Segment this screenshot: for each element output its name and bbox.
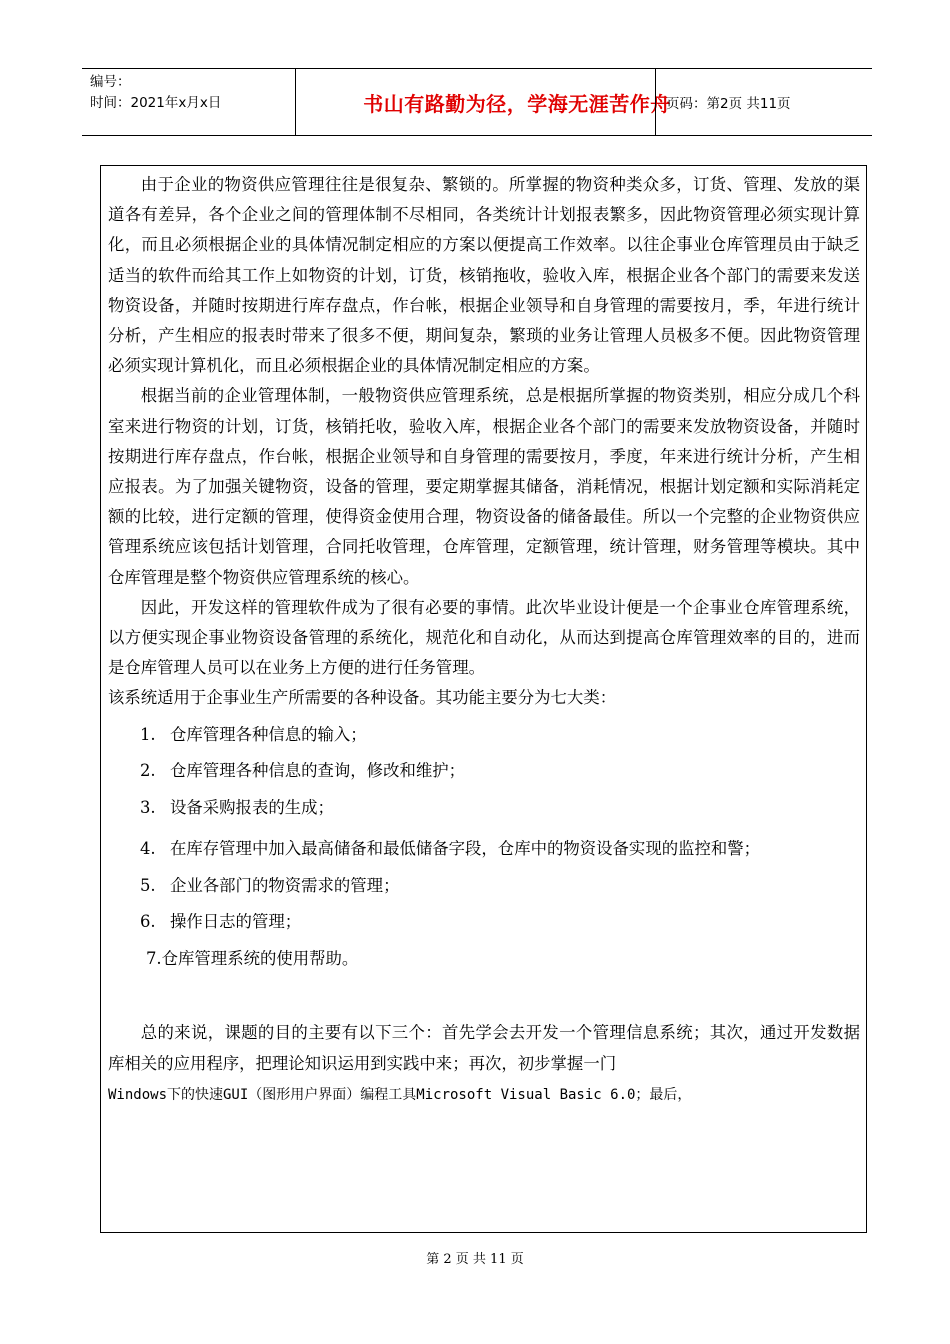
date-label: 时间：2021年x月x日 (90, 95, 222, 111)
number-label: 编号： (90, 74, 131, 90)
header-divider-right (655, 69, 656, 135)
list-item-number: 2. (140, 761, 156, 781)
page-header (82, 68, 872, 136)
header-meta (90, 72, 300, 114)
paragraph-3: 因此，开发这样的管理软件成为了很有必要的事情。此次毕业设计便是一个企事业仓库管理系统，以方便实现企事业物资设备管理的系统化，规范化和自动化，从而达到提高仓库管理效率的目的，进而是仓库管理人员可以在业务上方便的进行任务管理。 (108, 597, 860, 678)
list-item-text: 仓库管理各种信息的查询，修改和维护； (170, 761, 466, 781)
list-item (108, 756, 860, 786)
list-item-number: 3. (140, 798, 156, 818)
list-item-text: 操作日志的管理； (170, 912, 302, 932)
list-item-text: 在库存管理中加入最高储备和最低储备字段，仓库中的物资设备实现的监控和警； (170, 838, 761, 858)
list-item (108, 871, 860, 901)
paragraph-5-continued: Windows下的快速GUI（图形用户界面）编程工具Microsoft Visual Basic 6.0；最后， (108, 1086, 692, 1103)
paragraph-4: 该系统适用于企事业生产所需要的各种设备。其功能主要分为七大类： (108, 688, 617, 708)
list-item-number: 4. (140, 838, 156, 858)
page-footer: 第 2 页 共 11 页 (426, 1252, 524, 1267)
paragraph-1: 由于企业的物资供应管理往往是很复杂、繁锁的。所掌握的物资种类众多，订货、管理、发放的渠道各有差异，各个企业之间的管理体制不尽相同，各类统计计划报表繁多，因此物资管理必须实现计算化，而且必须根据企业的具体情况制定相应的方案以便提高工作效率。以往企事业仓库管理员由于缺乏适当的软件而给其工作上如物资的计划，订货，核销拖收，验收入库，根据企业各个部门的需要来发送物资设备，并随时按期进行库存盘点，作台帐，根据企业领导和自身管理的需要按月，季，年进行统计分析，产生相应的报表时带来了很多不便，期间复杂，繁琐的业务让管理人员极多不便。因此物资管理必须实现计算机化，而且必须根据企业的具体情况制定相应的方案。 (108, 175, 860, 376)
paragraph-2: 根据当前的企业管理体制，一般物资供应管理系统，总是根据所掌握的物资类别，相应分成几个科室来进行物资的计划，订货，核销托收，验收入库，根据企业各个部门的需要来发放物资设备，并随时按期进行库存盘点，作台帐，根据企业领导和自身管理的需要按月，季度，年来进行统计分析，产生相应报表。为了加强关键物资，设备的管理，要定期掌握其储备，消耗情况，根据计划定额和实际消耗定额的比较，进行定额的管理，使得资金使用合理，物资设备的储备最佳。所以一个完整的企业物资供应管理系统应该包括计划管理，合同托收管理，仓库管理，定额管理，统计管理，财务管理等模块。其中仓库管理是整个物资供应管理系统的核心。 (108, 386, 860, 587)
list-item (108, 907, 860, 937)
document-body (108, 170, 860, 1110)
list-item (108, 830, 860, 867)
list-item-text: 仓库管理各种信息的输入； (170, 724, 367, 744)
list-item (108, 720, 860, 750)
list-item-7: 7.仓库管理系统的使用帮助。 (146, 949, 359, 969)
list-item (108, 793, 860, 823)
paragraph-5-text: 总的来说，课题的目的主要有以下三个：首先学会去开发一个管理信息系统；其次，通过开发数据库相关的应用程序，把理论知识运用到实践中来；再次，初步掌握一门 (108, 1023, 860, 1073)
list-item-number: 1. (140, 724, 156, 744)
spacer (108, 974, 860, 1018)
list-item-text: 企业各部门的物资需求的管理； (170, 875, 400, 895)
header-motto: 书山有路勤为径，学海无涯苦作舟 (363, 91, 671, 116)
header-page-info: 页码：第2页 共11页 (666, 96, 791, 112)
list-item-text: 设备采购报表的生成； (170, 798, 334, 818)
list-item-number: 5. (140, 875, 156, 895)
list-item-number: 6. (140, 912, 156, 932)
function-list (108, 720, 860, 938)
paragraph-5 (108, 1018, 860, 1110)
